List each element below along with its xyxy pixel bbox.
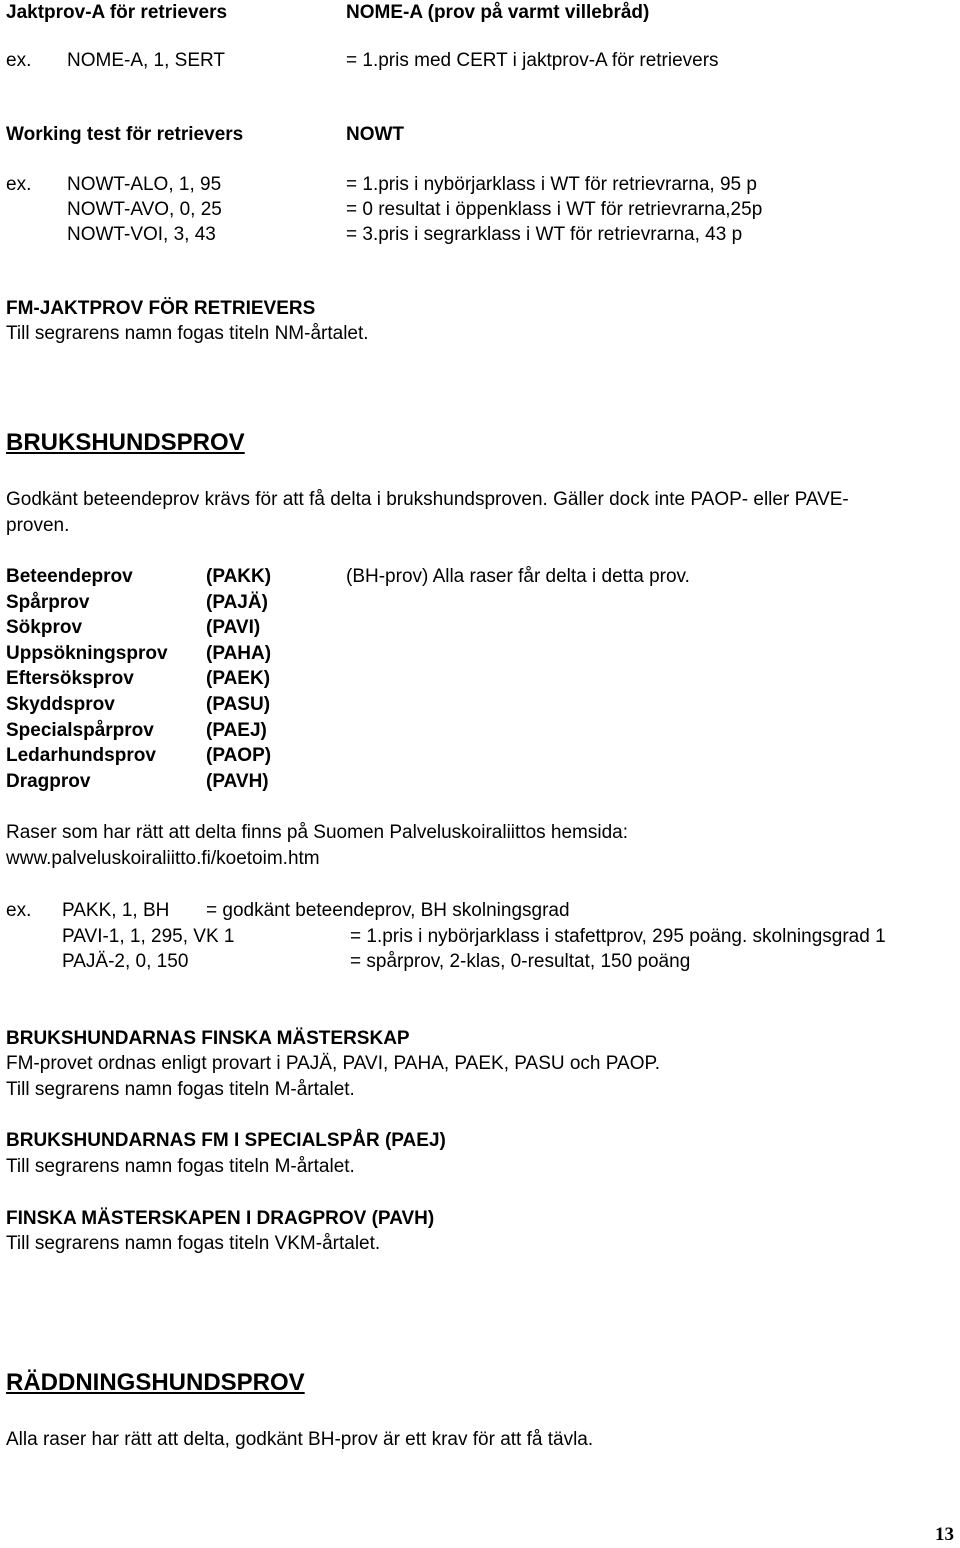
dragprov-masterskap-heading: FINSKA MÄSTERSKAPEN I DRAGPROV (PAVH) (6, 1208, 435, 1229)
finska-masterskap-heading: BRUKSHUNDARNAS FINSKA MÄSTERSKAP (6, 1028, 410, 1049)
raser-link[interactable]: www.palveluskoiraliitto.fi/koetoim.htm (6, 848, 320, 869)
fm-jaktprov-text: Till segrarens namn fogas titeln NM-årtalet. (6, 323, 369, 344)
test-name: Ledarhundsprov (6, 745, 156, 766)
brukshund-ex-code: PAKK, 1, BH (62, 900, 170, 921)
fm-jaktprov-heading: FM-JAKTPROV FÖR RETRIEVERS (6, 298, 316, 319)
raser-line1: Raser som har rätt att delta finns på Suomen Palveluskoiraliittos hemsida: (6, 822, 629, 843)
brukshund-ex-code: PAVI-1, 1, 295, VK 1 (62, 926, 235, 947)
fm-specialspar-heading: BRUKSHUNDARNAS FM I SPECIALSPÅR (PAEJ) (6, 1130, 446, 1151)
test-name: Sökprov (6, 617, 83, 638)
test-code: (PAJÄ) (206, 592, 268, 613)
beteendeprov-note: (BH-prov) Alla raser får delta i detta prov. (346, 566, 690, 587)
dragprov-masterskap-line1: Till segrarens namn fogas titeln VKM-årtalet. (6, 1233, 381, 1254)
brukshund-ex-value: = 1.pris i nybörjarklass i stafettprov, 295 poäng. skolningsgrad 1 (350, 926, 886, 947)
brukshundsprov-intro-line1: Godkänt beteendeprov krävs för att få delta i brukshundsproven. Gäller dock inte PAOP- eller PAVE- (6, 489, 849, 510)
test-code: (PASU) (206, 694, 271, 715)
raddningshundsprov-text: Alla raser har rätt att delta, godkänt BH-prov är ett krav för att få tävla. (6, 1429, 594, 1450)
test-name: Eftersöksprov (6, 668, 134, 689)
page-number: 13 (935, 1524, 954, 1545)
brukshund-ex-value: = spårprov, 2-klas, 0-resultat, 150 poäng (350, 951, 691, 972)
brukshund-ex-code: PAJÄ-2, 0, 150 (62, 951, 189, 972)
test-code: (PAVI) (206, 617, 261, 638)
working-test-code: NOWT-AVO, 0, 25 (67, 199, 222, 220)
jaktprov-title: Jaktprov-A för retrievers (6, 2, 228, 23)
test-code: (PAEJ) (206, 720, 267, 741)
jaktprov-ex-value: = 1.pris med CERT i jaktprov-A för retrievers (346, 50, 719, 71)
working-test-value: = 0 resultat i öppenklass i WT för retrievrarna,25p (346, 199, 763, 220)
test-name: Dragprov (6, 771, 91, 792)
working-test-code: NOWT-VOI, 3, 43 (67, 224, 216, 245)
brukshundsprov-intro-line2: proven. (6, 515, 70, 536)
working-test-title-value: NOWT (346, 124, 405, 145)
fm-specialspar-line1: Till segrarens namn fogas titeln M-årtalet. (6, 1156, 355, 1177)
jaktprov-ex-code: NOME-A, 1, SERT (67, 50, 226, 71)
working-test-value: = 3.pris i segrarklass i WT för retrievrarna, 43 p (346, 224, 743, 245)
test-name: Spårprov (6, 592, 90, 613)
test-name: Skyddsprov (6, 694, 115, 715)
test-name: Beteendeprov (6, 566, 133, 587)
working-test-code: NOWT-ALO, 1, 95 (67, 174, 222, 195)
brukshund-ex-value: = godkänt beteendeprov, BH skolningsgrad (206, 900, 570, 921)
raddningshundsprov-heading: RÄDDNINGSHUNDSPROV (6, 1369, 305, 1396)
test-code: (PAKK) (206, 566, 272, 587)
test-code: (PAOP) (206, 745, 272, 766)
finska-masterskap-line2: Till segrarens namn fogas titeln M-årtalet. (6, 1079, 355, 1100)
test-code: (PAVH) (206, 771, 269, 792)
working-test-title: Working test för retrievers (6, 124, 244, 145)
jaktprov-title-value: NOME-A (prov på varmt villebråd) (346, 2, 650, 23)
working-test-value: = 1.pris i nybörjarklass i WT för retrievrarna, 95 p (346, 174, 757, 195)
brukshundsprov-heading: BRUKSHUNDSPROV (6, 429, 245, 456)
finska-masterskap-line1: FM-provet ordnas enligt provart i PAJÄ, PAVI, PAHA, PAEK, PASU och PAOP. (6, 1053, 660, 1074)
test-name: Specialspårprov (6, 720, 154, 741)
brukshund-ex-label: ex. (6, 900, 32, 921)
working-test-ex-label: ex. (6, 174, 32, 195)
test-name: Uppsökningsprov (6, 643, 168, 664)
test-code: (PAEK) (206, 668, 271, 689)
jaktprov-ex-label: ex. (6, 50, 32, 71)
test-code: (PAHA) (206, 643, 272, 664)
